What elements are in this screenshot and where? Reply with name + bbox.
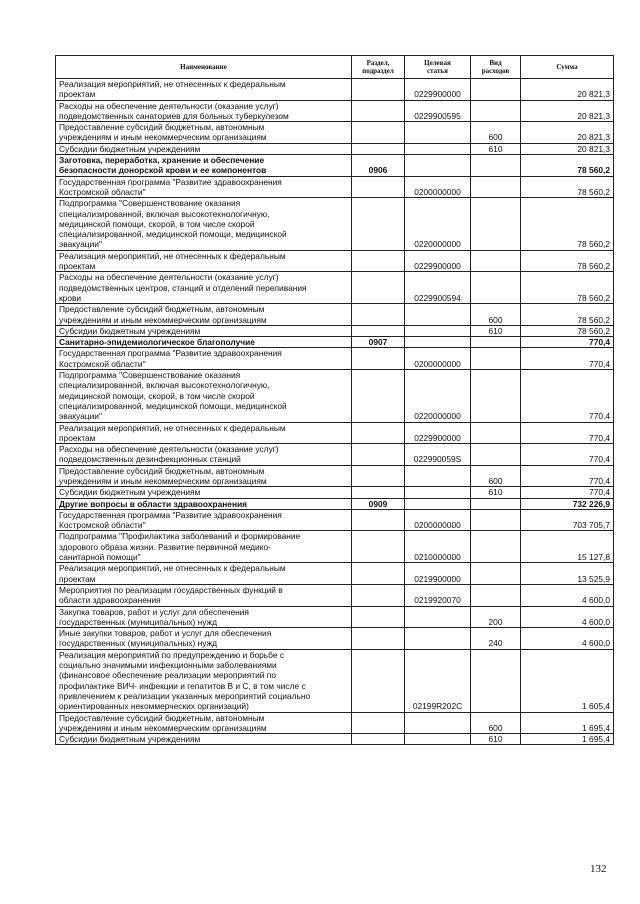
row-sum-cell: 703 705,7 [521, 509, 614, 531]
row-name-cell: Реализация мероприятий, не отнесенных к федеральным проектам [56, 563, 352, 585]
row-target-cell [405, 122, 471, 144]
row-kind-cell: 610 [471, 325, 521, 336]
row-section-cell [352, 712, 405, 734]
row-name-cell: Субсидии бюджетным учреждениям [56, 325, 352, 336]
row-section-cell [352, 100, 405, 122]
table-row [56, 498, 614, 509]
row-sum-cell: 1 605,4 [521, 649, 614, 712]
row-sum-cell: 15 127,8 [521, 531, 614, 563]
row-target-cell [405, 304, 471, 326]
row-section-cell [352, 272, 405, 304]
row-kind-cell [471, 337, 521, 348]
row-target-cell [405, 712, 471, 734]
row-kind-cell [471, 649, 521, 712]
table-row [56, 584, 614, 606]
row-target-cell: 0229900594 [405, 272, 471, 304]
row-name-cell: Субсидии бюджетным учреждениям [56, 487, 352, 498]
row-kind-cell: 610 [471, 734, 521, 745]
row-target-cell: 0229900000 [405, 250, 471, 272]
row-name-cell: Предоставление субсидий бюджетным, автономным учреждениям и иным некоммерческим организациям [56, 465, 352, 487]
row-target-cell [405, 498, 471, 509]
row-target-cell: 0220000000 [405, 370, 471, 422]
row-kind-cell [471, 444, 521, 466]
row-kind-cell: 600 [471, 712, 521, 734]
header-kind: Вид расходов [471, 56, 521, 79]
row-name-cell: Иные закупки товаров, работ и услуг для обеспечения государственных (муниципальных) нужд [56, 628, 352, 650]
table-header-row [56, 56, 614, 79]
row-name-cell: Другие вопросы в области здравоохранения [56, 498, 352, 509]
table-row [56, 563, 614, 585]
row-section-cell [352, 584, 405, 606]
table-row [56, 531, 614, 563]
row-section-cell: 0907 [352, 337, 405, 348]
budget-table [55, 55, 614, 745]
row-target-cell: 022990059S [405, 444, 471, 466]
row-kind-cell [471, 563, 521, 585]
table-row [56, 734, 614, 745]
row-name-cell: Расходы на обеспечение деятельности (оказание услуг) подведомственных дезинфекционных станций [56, 444, 352, 466]
table-row [56, 370, 614, 422]
table-row [56, 628, 614, 650]
row-target-cell [405, 465, 471, 487]
row-section-cell [352, 250, 405, 272]
table-row [56, 444, 614, 466]
row-name-cell: Предоставление субсидий бюджетным, автономным учреждениям и иным некоммерческим организациям [56, 122, 352, 144]
row-sum-cell: 20 821,3 [521, 100, 614, 122]
table-row [56, 176, 614, 198]
row-kind-cell [471, 348, 521, 370]
row-name-cell: Подпрограмма "Совершенствование оказания специализированной, включая высокотехнологичную, медицинской помощи, скорой, в том числе скорой специализированной, медицинской помощи, медицинской эвакуации" [56, 370, 352, 422]
row-section-cell [352, 509, 405, 531]
row-name-cell: Подпрограмма "Совершенствование оказания специализированной, включая высокотехнологичную, медицинской помощи, скорой, в том числе скорой специализированной, медицинской помощи, медицинской эвакуации" [56, 198, 352, 250]
row-kind-cell [471, 422, 521, 444]
row-target-cell: 0229900595 [405, 100, 471, 122]
row-kind-cell [471, 531, 521, 563]
row-name-cell: Закупка товаров, работ и услуг для обеспечения государственных (муниципальных) нужд [56, 606, 352, 628]
row-kind-cell: 200 [471, 606, 521, 628]
table-row [56, 649, 614, 712]
row-sum-cell: 4 600,0 [521, 584, 614, 606]
row-sum-cell: 732 226,9 [521, 498, 614, 509]
row-target-cell: 0219920070 [405, 584, 471, 606]
row-section-cell [352, 422, 405, 444]
row-target-cell: 0229900000 [405, 79, 471, 101]
table-row [56, 143, 614, 154]
row-section-cell: 0909 [352, 498, 405, 509]
row-name-cell: Предоставление субсидий бюджетным, автономным учреждениям и иным некоммерческим организациям [56, 712, 352, 734]
row-name-cell: Заготовка, переработка, хранение и обеспечение безопасности донорской крови и ее компонентов [56, 155, 352, 177]
row-section-cell [352, 734, 405, 745]
row-section-cell [352, 444, 405, 466]
row-name-cell: Реализация мероприятий, не отнесенных к федеральным проектам [56, 422, 352, 444]
row-kind-cell: 240 [471, 628, 521, 650]
row-section-cell [352, 487, 405, 498]
table-row [56, 304, 614, 326]
row-target-cell [405, 325, 471, 336]
row-kind-cell [471, 272, 521, 304]
row-target-cell: 0210000000 [405, 531, 471, 563]
row-target-cell [405, 606, 471, 628]
row-name-cell: Расходы на обеспечение деятельности (оказание услуг) подведомственных центров, станций и отделений переливания крови [56, 272, 352, 304]
row-section-cell [352, 531, 405, 563]
row-sum-cell: 4 600,0 [521, 606, 614, 628]
row-kind-cell [471, 584, 521, 606]
table-row [56, 422, 614, 444]
row-kind-cell [471, 155, 521, 177]
row-section-cell [352, 649, 405, 712]
row-sum-cell: 770,4 [521, 348, 614, 370]
row-kind-cell [471, 198, 521, 250]
row-sum-cell: 770,4 [521, 444, 614, 466]
row-section-cell [352, 563, 405, 585]
row-section-cell [352, 176, 405, 198]
row-target-cell [405, 155, 471, 177]
row-sum-cell: 78 560,2 [521, 250, 614, 272]
row-section-cell [352, 370, 405, 422]
row-kind-cell [471, 509, 521, 531]
table-row [56, 509, 614, 531]
row-target-cell: 0200000000 [405, 348, 471, 370]
row-sum-cell: 1 695,4 [521, 734, 614, 745]
row-section-cell [352, 143, 405, 154]
header-section: Раздел, подраздел [352, 56, 405, 79]
table-row [56, 272, 614, 304]
row-section-cell [352, 198, 405, 250]
row-kind-cell: 600 [471, 465, 521, 487]
row-sum-cell: 13 525,9 [521, 563, 614, 585]
row-sum-cell: 1 695,4 [521, 712, 614, 734]
row-section-cell [352, 628, 405, 650]
row-target-cell: 0219900000 [405, 563, 471, 585]
header-sum: Сумма [521, 56, 614, 79]
row-name-cell: Предоставление субсидий бюджетным, автономным учреждениям и иным некоммерческим организациям [56, 304, 352, 326]
table-row [56, 325, 614, 336]
row-target-cell: 0200000000 [405, 509, 471, 531]
row-name-cell: Санитарно-эпидемиологическое благополучие [56, 337, 352, 348]
row-name-cell: Государственная программа "Развитие здравоохранения Костромской области" [56, 348, 352, 370]
table-row [56, 606, 614, 628]
table-row [56, 712, 614, 734]
row-name-cell: Реализация мероприятий, не отнесенных к федеральным проектам [56, 250, 352, 272]
row-kind-cell [471, 250, 521, 272]
row-section-cell: 0906 [352, 155, 405, 177]
row-name-cell: Субсидии бюджетным учреждениям [56, 143, 352, 154]
row-section-cell [352, 465, 405, 487]
row-section-cell [352, 606, 405, 628]
row-target-cell: 0220000000 [405, 198, 471, 250]
row-target-cell: 0229900000 [405, 422, 471, 444]
table-row [56, 100, 614, 122]
table-row [56, 487, 614, 498]
row-sum-cell: 770,4 [521, 465, 614, 487]
row-name-cell: Мероприятия по реализации государственных функций в области здравоохранения [56, 584, 352, 606]
row-target-cell [405, 337, 471, 348]
row-name-cell: Подпрограмма "Профилактика заболеваний и формирование здорового образа жизни. Развитие первичной медико- санитарной помощи" [56, 531, 352, 563]
table-row [56, 465, 614, 487]
row-target-cell [405, 628, 471, 650]
row-name-cell: Реализация мероприятий, не отнесенных к федеральным проектам [56, 79, 352, 101]
row-kind-cell [471, 100, 521, 122]
row-kind-cell [471, 370, 521, 422]
row-section-cell [352, 325, 405, 336]
row-section-cell [352, 122, 405, 144]
row-sum-cell: 4 600,0 [521, 628, 614, 650]
row-target-cell: 02199R202C [405, 649, 471, 712]
row-name-cell: Субсидии бюджетным учреждениям [56, 734, 352, 745]
table-row [56, 122, 614, 144]
row-kind-cell: 610 [471, 143, 521, 154]
row-target-cell [405, 143, 471, 154]
table-row [56, 79, 614, 101]
row-target-cell [405, 487, 471, 498]
table-row [56, 250, 614, 272]
row-target-cell: 0200000000 [405, 176, 471, 198]
row-sum-cell: 770,4 [521, 337, 614, 348]
row-kind-cell: 610 [471, 487, 521, 498]
row-kind-cell [471, 79, 521, 101]
header-name: Наименование [56, 56, 352, 79]
row-sum-cell: 20 821,3 [521, 79, 614, 101]
table-row [56, 198, 614, 250]
page-number: 132 [590, 863, 607, 875]
row-sum-cell: 770,4 [521, 487, 614, 498]
row-kind-cell [471, 498, 521, 509]
row-sum-cell: 78 560,2 [521, 198, 614, 250]
row-kind-cell: 600 [471, 304, 521, 326]
row-kind-cell [471, 176, 521, 198]
row-name-cell: Государственная программа "Развитие здравоохранения Костромской области" [56, 176, 352, 198]
row-sum-cell: 78 560,2 [521, 325, 614, 336]
row-sum-cell: 20 821,3 [521, 122, 614, 144]
row-section-cell [352, 79, 405, 101]
table-row [56, 337, 614, 348]
row-name-cell: Реализация мероприятий по предупреждению и борьбе с социально значимыми инфекционными заболеваниями (финансовое обеспечение реализации мероприятий по профилактике ВИЧ- инфекции и гепатитов В и С, в том числе с привлечением к реализации указанных мероприятий социально ориентированных некоммерческих организаций) [56, 649, 352, 712]
row-name-cell: Расходы на обеспечение деятельности (оказание услуг) подведомственных санаториев для больных туберкулезом [56, 100, 352, 122]
row-sum-cell: 770,4 [521, 422, 614, 444]
row-section-cell [352, 348, 405, 370]
row-target-cell [405, 734, 471, 745]
row-sum-cell: 20 821,3 [521, 143, 614, 154]
row-sum-cell: 78 560,2 [521, 272, 614, 304]
row-sum-cell: 78 560,2 [521, 155, 614, 177]
row-kind-cell: 600 [471, 122, 521, 144]
header-target: Целевая статья [405, 56, 471, 79]
table-row [56, 348, 614, 370]
row-name-cell: Государственная программа "Развитие здравоохранения Костромской области" [56, 509, 352, 531]
table-body [56, 79, 614, 745]
row-sum-cell: 78 560,2 [521, 304, 614, 326]
table-row [56, 155, 614, 177]
row-sum-cell: 770,4 [521, 370, 614, 422]
row-sum-cell: 78 560,2 [521, 176, 614, 198]
row-section-cell [352, 304, 405, 326]
